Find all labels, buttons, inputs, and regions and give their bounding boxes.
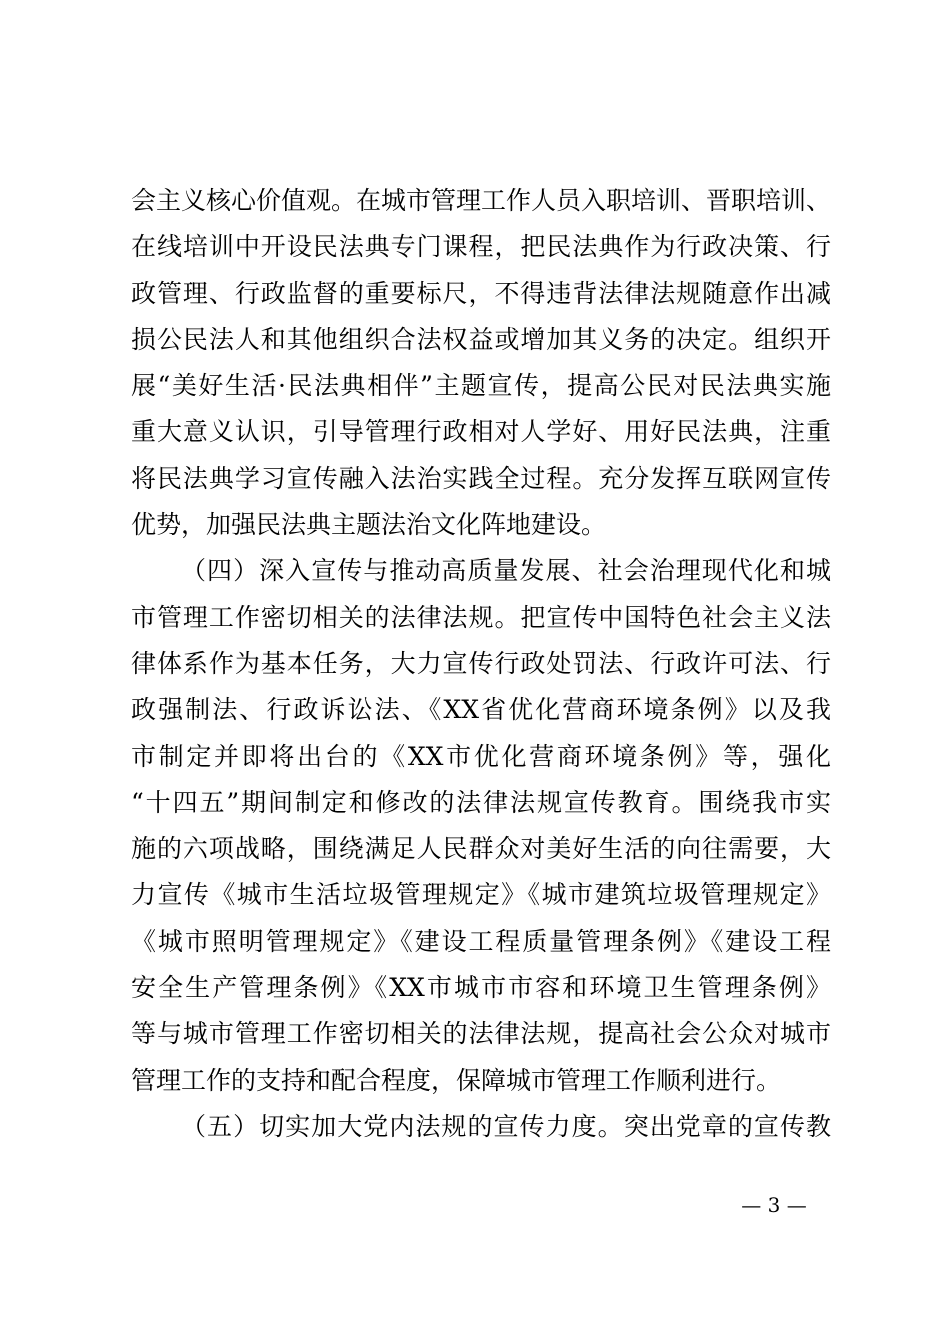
text-line: 会主义核心价值观。在城市管理工作人员入职培训、晋职培训、 <box>131 186 832 215</box>
text-line: 损公民法人和其他组织合法权益或增加其义务的决定。组织开 <box>131 324 831 354</box>
text-line: 施的六项战略，围绕满足人民群众对美好生活的向往需要，大 <box>131 834 831 864</box>
text-line: 管理工作的支持和配合程度，保障城市管理工作顺利进行。 <box>131 1065 782 1095</box>
text-line: 等与城市管理工作密切相关的法律法规，提高社会公众对城市 <box>131 1019 831 1049</box>
text-line: 政管理、行政监督的重要标尺，不得违背法律法规随意作出减 <box>131 278 831 308</box>
text-line: 重大意义认识，引导管理行政相对人学好、用好民法典，注重 <box>131 417 831 447</box>
text-line: 力宣传《城市生活垃圾管理规定》《城市建筑垃圾管理规定》 <box>131 880 831 910</box>
text-line: “十四五”期间制定和修改的法律法规宣传教育。围绕我市实 <box>131 787 831 817</box>
text-line: 优势，加强民法典主题法治文化阵地建设。 <box>131 510 607 540</box>
text-line: 安全生产管理条例》《XX市城市市容和环境卫生管理条例》 <box>131 973 831 1003</box>
text-line: 律体系作为基本任务，大力宣传行政处罚法、行政许可法、行 <box>131 648 831 678</box>
text-line: 市管理工作密切相关的法律法规。把宣传中国特色社会主义法 <box>131 602 831 632</box>
body-text <box>131 178 831 1150</box>
text-line: 展“美好生活·民法典相伴”主题宣传，提高公民对民法典实施 <box>131 371 831 401</box>
section-heading-4: （四）深入宣传与推动高质量发展、社会治理现代化和城 <box>181 556 831 586</box>
text-line: 将民法典学习宣传融入法治实践全过程。充分发挥互联网宣传 <box>131 463 831 493</box>
text-line: 《城市照明管理规定》《建设工程质量管理条例》《建设工程 <box>131 926 831 956</box>
page-number: — 3 — <box>741 1193 807 1217</box>
section-heading-5: （五）切实加大党内法规的宣传力度。突出党章的宣传教 <box>181 1111 831 1141</box>
text-line: 在线培训中开设民法典专门课程，把民法典作为行政决策、行 <box>131 232 831 262</box>
text-line: 市制定并即将出台的《XX市优化营商环境条例》等，强化 <box>131 741 831 771</box>
text-line: 政强制法、行政诉讼法、《XX省优化营商环境条例》以及我 <box>131 695 831 725</box>
